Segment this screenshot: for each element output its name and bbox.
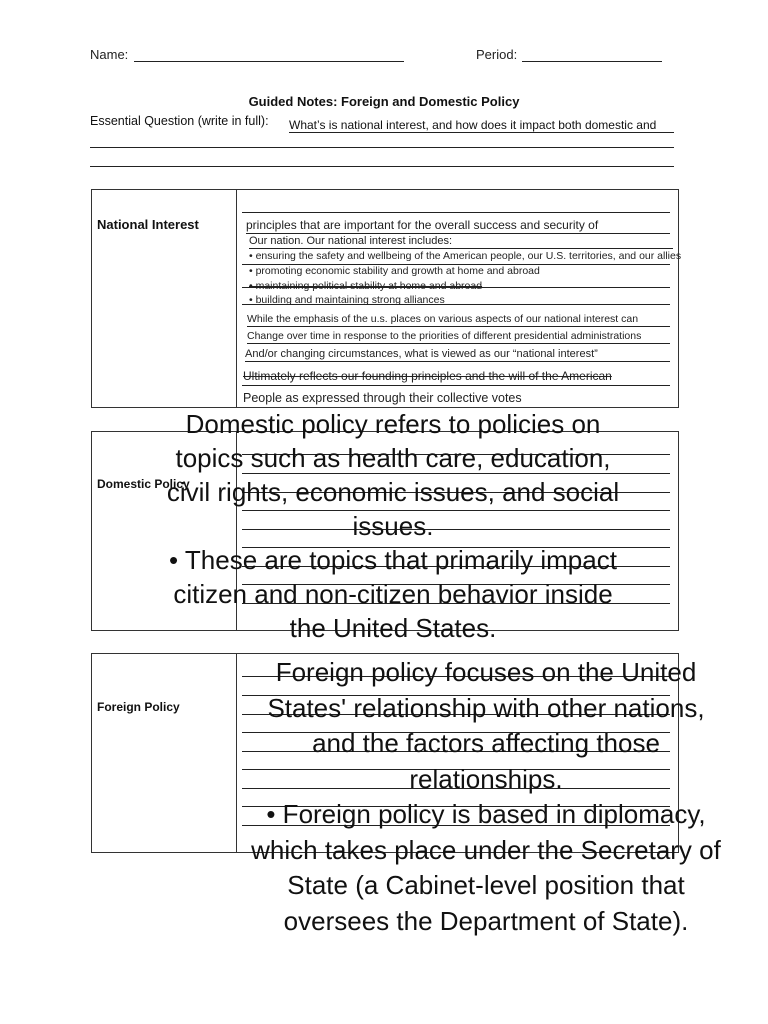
fp-overlay-line-2: States' relationship with other nations,	[267, 692, 705, 723]
ni-blank-line[interactable]	[242, 212, 670, 213]
dp-overlay-line-6: citizen and non-citizen behavior inside	[173, 579, 613, 609]
page-title: Guided Notes: Foreign and Domestic Policy	[248, 94, 520, 109]
ni-rule-6	[242, 304, 670, 305]
foreign-policy-label: Foreign Policy	[97, 700, 180, 714]
essential-question-line-3[interactable]	[90, 166, 674, 167]
name-field-line[interactable]	[134, 61, 404, 62]
essential-question-line-2[interactable]	[90, 147, 674, 148]
fp-overlay-line-8: oversees the Department of State).	[283, 905, 689, 936]
dp-overlay-line-1: Domestic policy refers to policies on	[185, 409, 601, 439]
ni-line-6: • building and maintaining strong alliances	[249, 294, 445, 306]
domestic-policy-overlay	[93, 407, 693, 645]
ni-rule-5	[242, 287, 670, 288]
dp-overlay-line-3: civil rights, economic issues, and social	[166, 477, 620, 507]
dp-overlay-line-5: • These are topics that primarily impact	[169, 545, 617, 575]
period-field-line[interactable]	[522, 61, 662, 62]
name-label: Name:	[90, 47, 129, 62]
fp-overlay-line-6: which takes place under the Secretary of	[251, 834, 721, 865]
ni-line-10: Ultimately reflects our founding principles and the will of the American	[243, 369, 612, 383]
fp-overlay-line-7: State (a Cabinet-level position that	[287, 870, 685, 900]
fp-overlay-line-3: and the factors affecting those	[312, 728, 660, 758]
dp-overlay-line-4: issues.	[352, 511, 434, 541]
ni-line-1: principles that are important for the overall success and security of	[246, 218, 670, 234]
foreign-policy-overlay	[198, 655, 768, 939]
ni-line-4: • promoting economic stability and growth at home and abroad	[249, 265, 540, 277]
ni-line-7: While the emphasis of the u.s. places on various aspects of our national interest can	[247, 313, 670, 327]
fp-overlay-line-4: relationships.	[409, 763, 563, 794]
ni-line-2: Our nation. Our national interest includes:	[249, 235, 673, 249]
period-label: Period:	[476, 47, 518, 62]
ni-line-5: • maintaining political stability at home and abroad	[249, 280, 483, 292]
dp-overlay-line-2: topics such as health care, education,	[175, 443, 611, 473]
essential-question-answer: What’s is national interest, and how does it impact both domestic and	[289, 118, 674, 133]
ni-line-3: • ensuring the safety and wellbeing of the American people, our U.S. territories, and our allies	[249, 250, 682, 262]
ni-line-11: People as expressed through their collective votes	[243, 391, 522, 405]
essential-question-label: Essential Question (write in full):	[90, 114, 269, 128]
ni-line-8: Change over time in response to the priorities of different presidential administrations	[247, 330, 670, 344]
national-interest-label: National Interest	[97, 217, 199, 232]
fp-overlay-line-1: Foreign policy focuses on the United	[275, 657, 697, 687]
national-interest-divider	[236, 189, 237, 408]
dp-overlay-line-7: the United States.	[289, 613, 497, 643]
domestic-policy-label: Domestic Policy	[97, 477, 190, 491]
fp-overlay-line-5: • Foreign policy is based in diplomacy,	[266, 799, 706, 829]
ni-rule-10	[242, 385, 670, 386]
ni-line-9: And/or changing circumstances, what is viewed as our “national interest”	[245, 348, 670, 362]
